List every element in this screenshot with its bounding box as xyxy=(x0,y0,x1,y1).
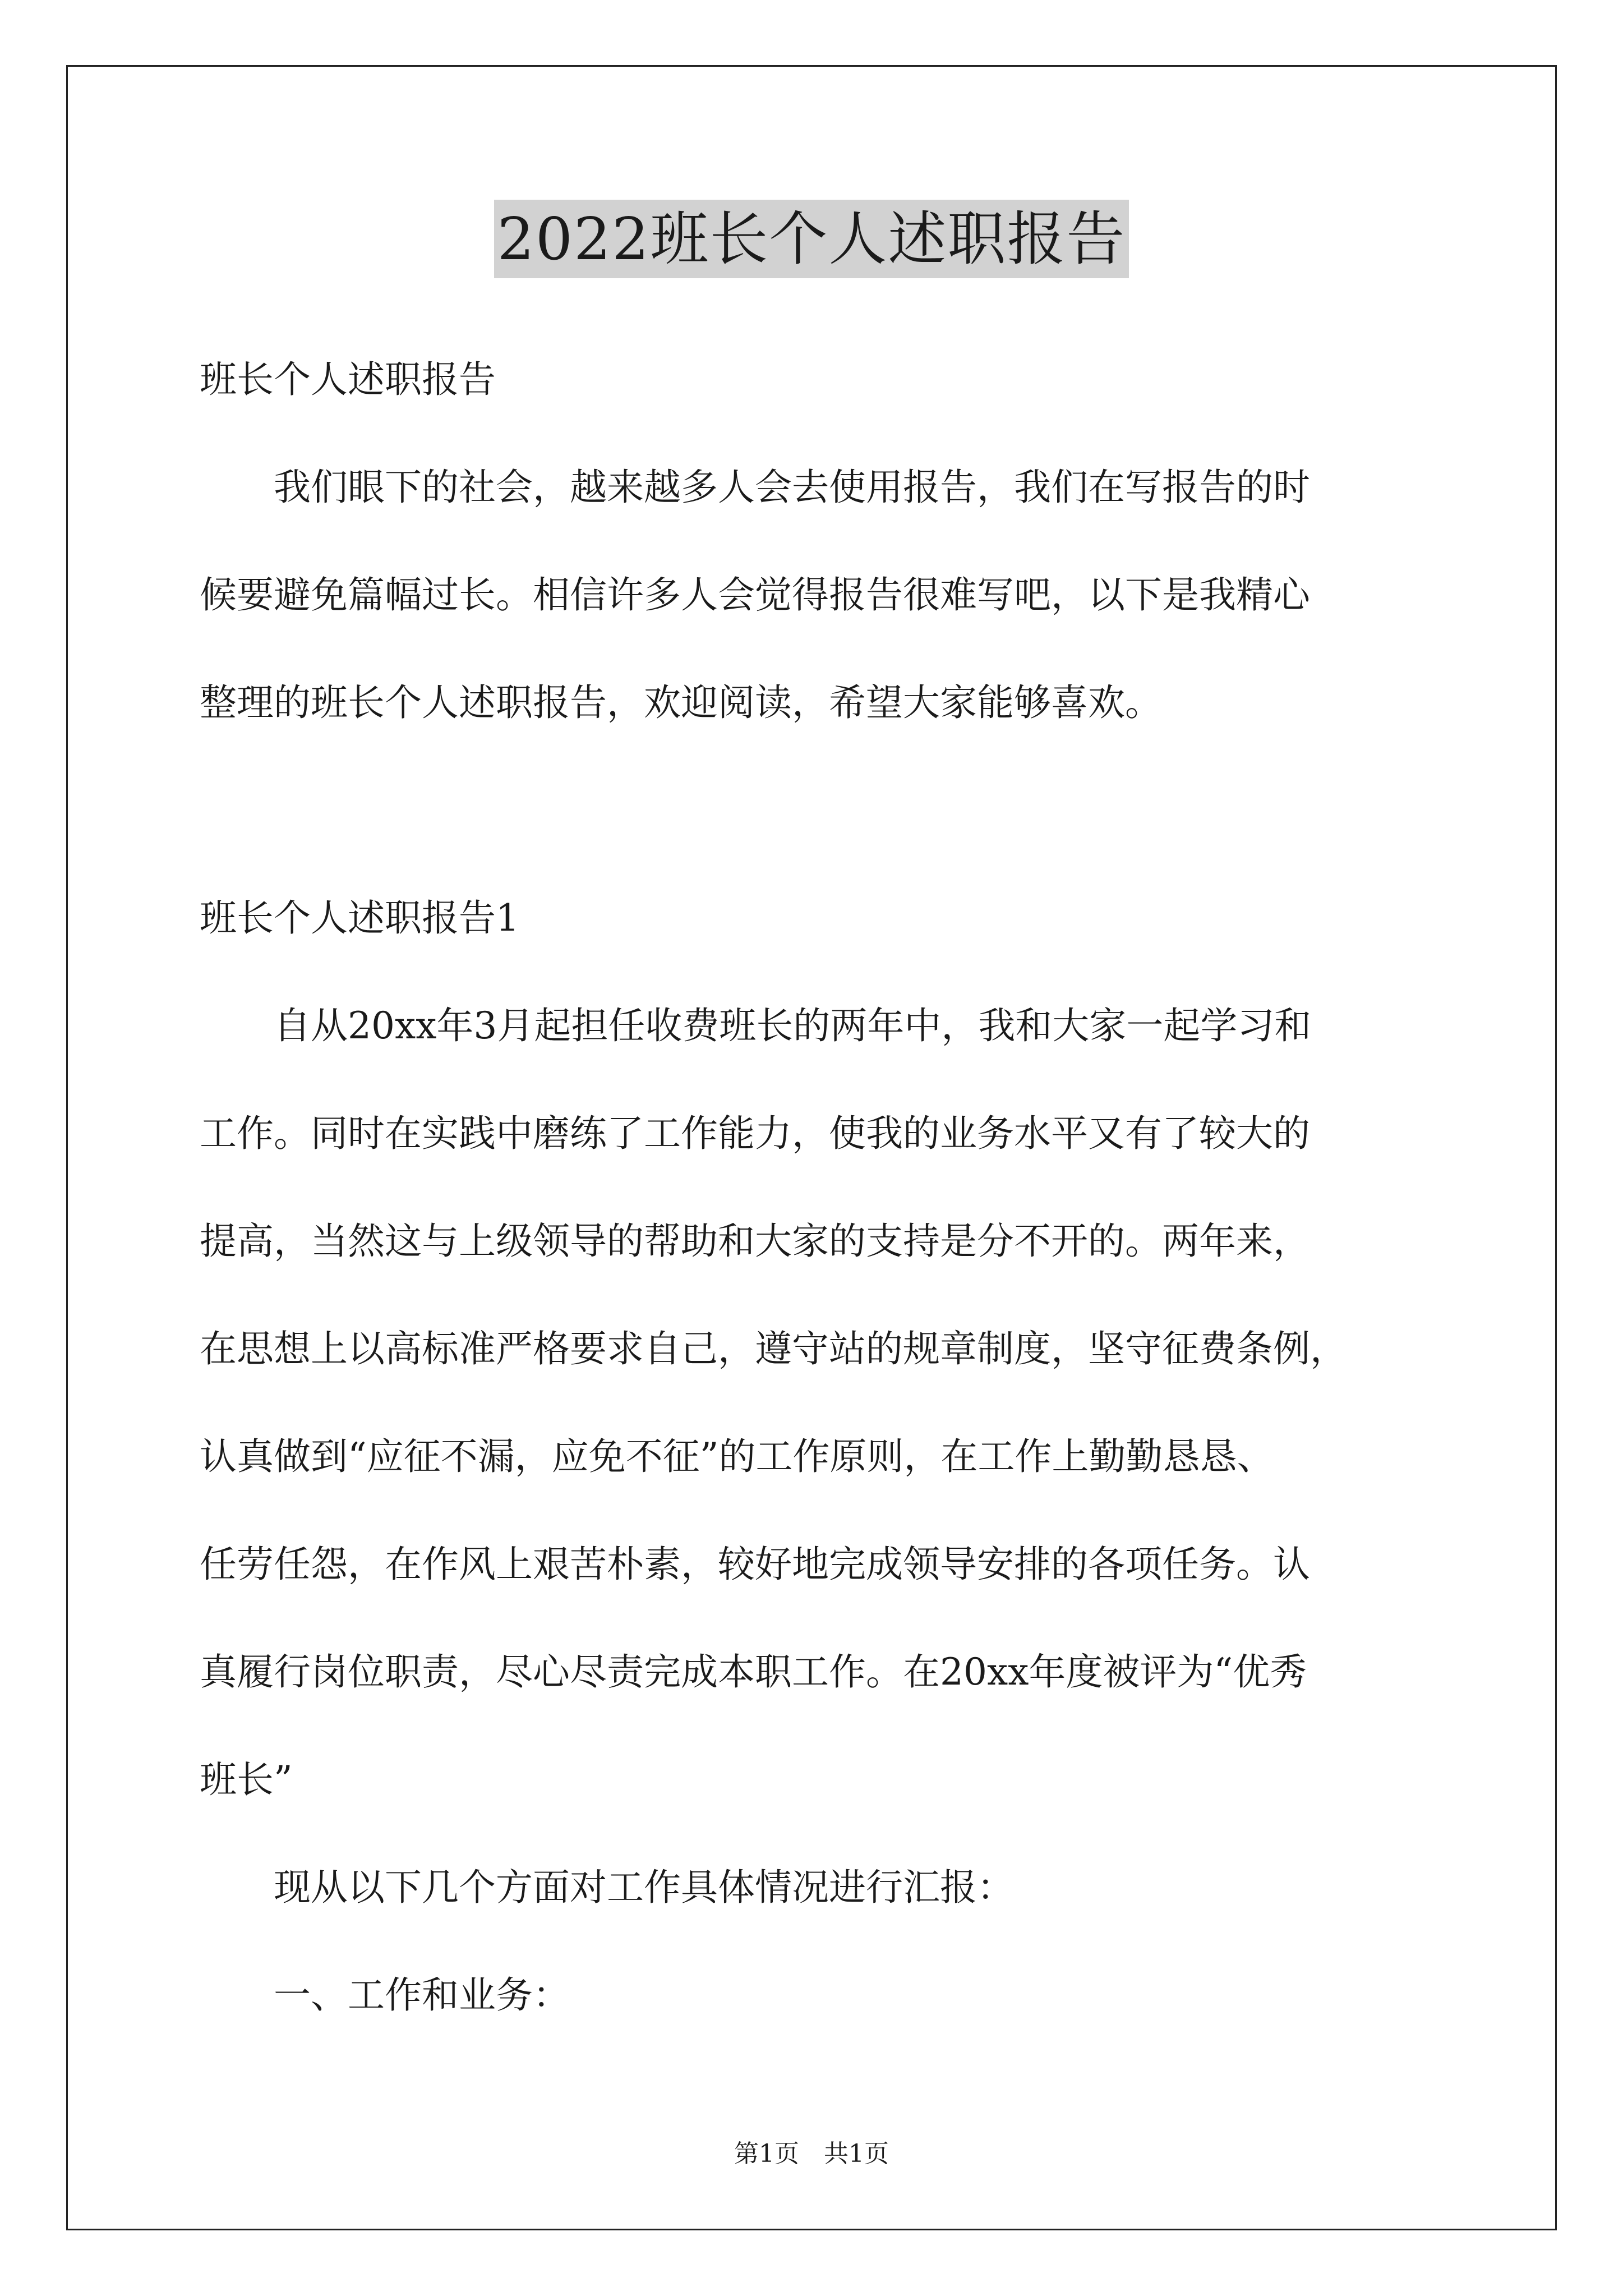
page-footer: 第1页 共1页 xyxy=(734,2139,889,2168)
document-title: 2022班长个人述职报告 xyxy=(494,200,1129,278)
body-line-3: 提高，当然这与上级领导的帮助和大家的支持是分不开的。两年来， xyxy=(200,1220,1310,1263)
intro-line-3: 整理的班长个人述职报告，欢迎阅读，希望大家能够喜欢。 xyxy=(200,681,1162,724)
body-line-8: 班长” xyxy=(200,1758,293,1801)
body-line-4: 在思想上以高标准严格要求自己，遵守站的规章制度，坚守征费条例， xyxy=(200,1327,1347,1370)
intro-line-2: 候要避免篇幅过长。相信许多人会觉得报告很难写吧，以下是我精心 xyxy=(200,573,1310,616)
body-line-1: 自从20xx年3月起担任收费班长的两年中，我和大家一起学习和 xyxy=(200,1004,1312,1047)
body-line-2: 工作。同时在实践中磨练了工作能力，使我的业务水平又有了较大的 xyxy=(200,1112,1310,1155)
body-line-6: 任劳任怨，在作风上艰苦朴素，较好地完成领导安排的各项任务。认 xyxy=(200,1543,1310,1586)
body-line-5: 认真做到“应征不漏，应免不征”的工作原则，在工作上勤勤恳恳、 xyxy=(200,1435,1274,1478)
section-heading: 班长个人述职报告1 xyxy=(200,896,519,940)
subsection-heading: 一、工作和业务： xyxy=(200,1973,570,2017)
title-container xyxy=(0,200,1623,278)
body-line-7: 真履行岗位职责，尽心尽责完成本职工作。在20xx年度被评为“优秀 xyxy=(200,1650,1307,1694)
intro-line-1: 我们眼下的社会，越来越多人会去使用报告，我们在写报告的时 xyxy=(200,466,1310,509)
subtitle: 班长个人述职报告 xyxy=(200,358,496,401)
report-intro-line: 现从以下几个方面对工作具体情况进行汇报： xyxy=(200,1866,1014,1909)
